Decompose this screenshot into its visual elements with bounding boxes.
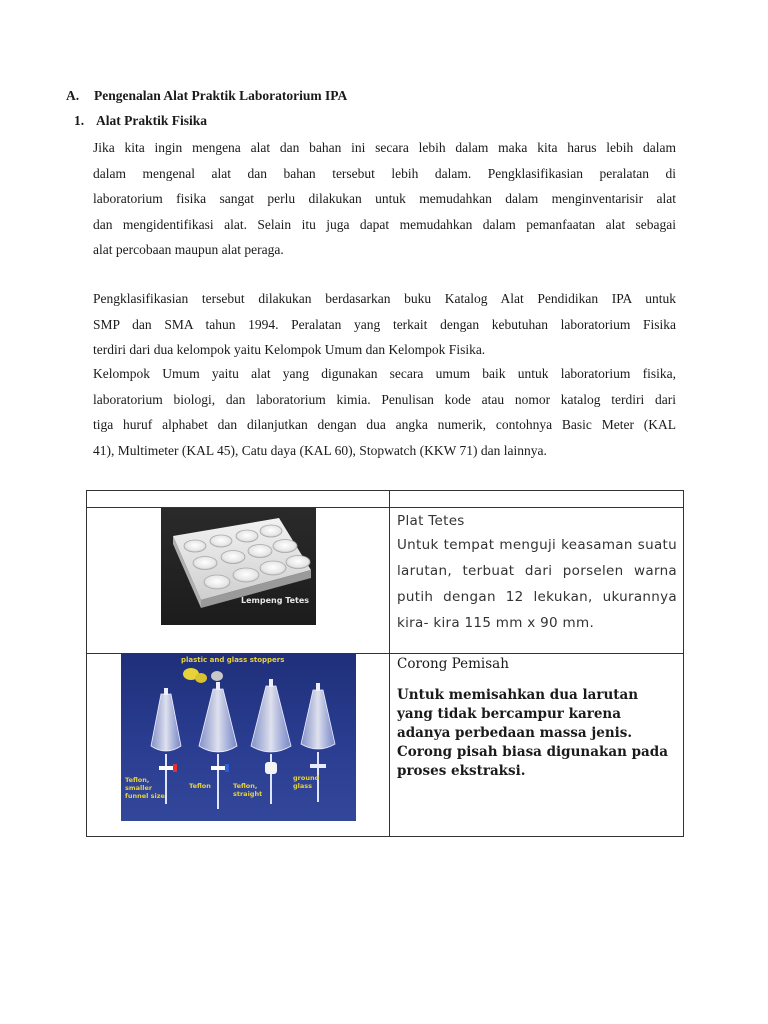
- plat-tetes-illustration: [161, 508, 316, 625]
- item-title: Plat Tetes: [397, 513, 465, 529]
- paragraph-line: tiga huruf alphabet dan dilanjutkan dengan dua angka numerik, contohnya Basic Meter (KAL: [93, 417, 676, 432]
- corong-pemisah-image: [121, 654, 356, 821]
- table-header-row: [87, 491, 684, 508]
- image-cell: [87, 654, 390, 837]
- paragraph-line: 41), Multimeter (KAL 45), Catu daya (KAL 60), Stopwatch (KKW 71) dan lainnya.: [93, 442, 547, 458]
- item-description: Untuk memisahkan dua larutan yang tidak bercampur karena adanya perbedaan massa jenis. Corong pisah biasa digunakan pada proses ekstraksi.: [397, 687, 668, 779]
- image-caption: plastic and glass stoppers: [181, 656, 285, 664]
- paragraph-2: [93, 286, 676, 363]
- paragraph-line: Jika kita ingin mengena alat dan bahan ini secara lebih dalam maka kita harus lebih dalam: [93, 140, 676, 155]
- table-cell: [390, 491, 684, 508]
- paragraph-line: alat percobaan maupun alat peraga.: [93, 242, 284, 257]
- item-description: Untuk tempat menguji keasaman suatu larutan, terbuat dari porselen warna putih dengan 12 lekukan, ukurannya kira- kira 115 mm x 90 mm.: [397, 537, 677, 631]
- paragraph-line: Kelompok Umum yaitu alat yang digunakan secara umum baik untuk laboratorium fisika,: [93, 366, 676, 381]
- paragraph-line: Pengklasifikasian tersebut dilakukan berdasarkan buku Katalog Alat Pendidikan IPA untuk: [93, 291, 676, 306]
- subsection-heading: [74, 113, 207, 129]
- paragraph-line: laboratorium fisika sangat perlu dilakukan untuk memudahkan dalam menginventarisir alat: [93, 191, 676, 206]
- image-label: Teflon, smaller funnel size: [125, 776, 165, 800]
- paragraph-1: [93, 135, 676, 263]
- paragraph-line: SMP dan SMA tahun 1994. Peralatan yang terkait dengan kebutuhan laboratorium Fisika: [93, 316, 676, 332]
- image-caption: Lempeng Tetes: [241, 596, 310, 605]
- image-label: ground glass: [293, 774, 320, 790]
- image-cell: [87, 508, 390, 654]
- section-title: Pengenalan Alat Praktik Laboratorium IPA: [94, 88, 348, 103]
- paragraph-line: dalam mengenal alat dan bahan tersebut lebih dalam. Pengklasifikasian peralatan di: [93, 165, 676, 181]
- description-cell: [390, 654, 684, 837]
- section-letter: A.: [66, 88, 80, 103]
- table-row: [87, 508, 684, 654]
- section-heading: [66, 88, 347, 104]
- subsection-title: Alat Praktik Fisika: [96, 113, 208, 128]
- paragraph-line: laboratorium biologi, dan laboratorium kimia. Penulisan kode atau nomor katalog terdiri dari: [93, 391, 676, 407]
- image-label: Teflon, straight: [233, 782, 263, 798]
- item-title: Corong Pemisah: [397, 656, 509, 672]
- paragraph-line: dan mengidentifikasi alat. Selain itu juga dapat memudahkan dalam pemanfaatan alat sebagai: [93, 216, 676, 232]
- image-label: Teflon: [189, 782, 211, 790]
- plat-tetes-image: [161, 508, 316, 625]
- table-row: [87, 654, 684, 837]
- subsection-number: 1.: [74, 113, 85, 128]
- paragraph-line: terdiri dari dua kelompok yaitu Kelompok Umum dan Kelompok Fisika.: [93, 342, 486, 357]
- paragraph-3: [93, 361, 676, 463]
- description-cell: [390, 508, 684, 654]
- table-cell: [87, 491, 390, 508]
- equipment-table: [86, 490, 684, 837]
